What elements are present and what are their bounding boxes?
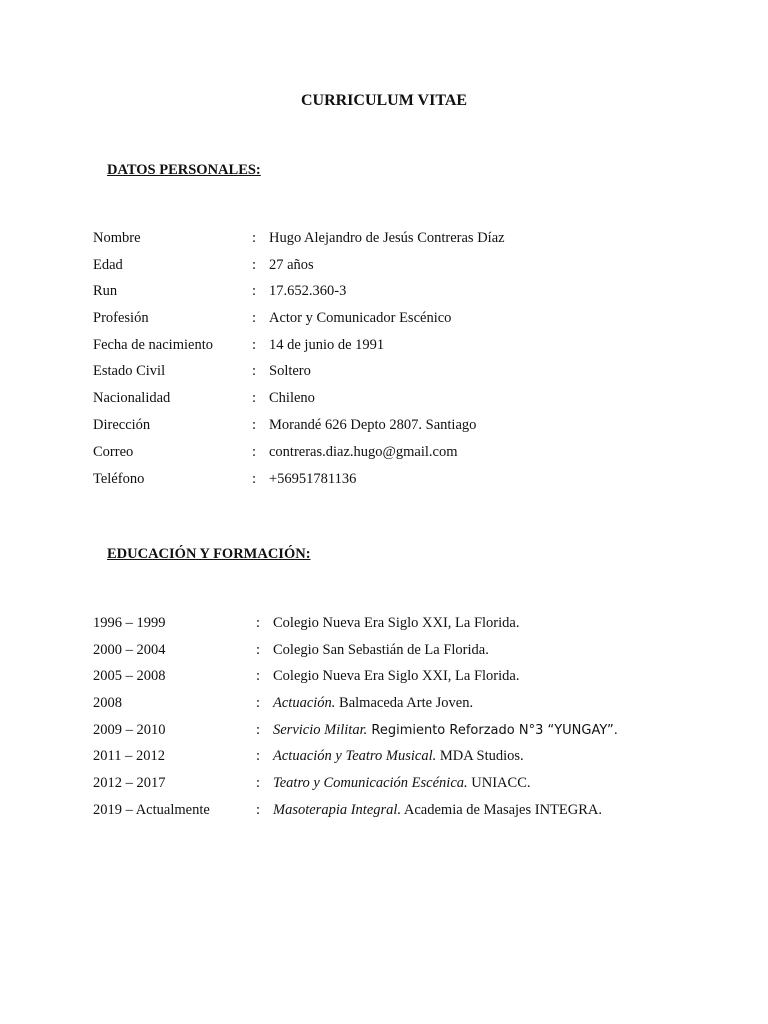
field-colon: :	[252, 471, 257, 487]
field-label: Nombre	[93, 230, 141, 246]
education-colon: :	[256, 748, 261, 764]
field-colon: :	[252, 337, 257, 353]
education-row	[0, 748, 768, 768]
education-row	[0, 695, 768, 715]
field-value: Chileno	[269, 390, 315, 406]
field-colon: :	[252, 363, 257, 379]
field-row-profesion	[0, 310, 768, 330]
field-label: Run	[93, 283, 118, 299]
field-row-run	[0, 283, 768, 303]
field-label: Profesión	[93, 310, 149, 326]
education-colon: :	[256, 668, 261, 684]
field-colon: :	[252, 310, 257, 326]
education-institution: Academia de Masajes INTEGRA.	[401, 802, 603, 818]
education-description	[273, 748, 524, 765]
personal-data-heading: DATOS PERSONALES:	[107, 162, 261, 178]
field-value: 14 de junio de 1991	[269, 337, 385, 353]
field-value: contreras.diaz.hugo@gmail.com	[269, 444, 458, 460]
field-colon: :	[252, 390, 257, 406]
education-row	[0, 668, 768, 688]
education-period: 2000 – 2004	[93, 642, 166, 658]
education-description	[273, 775, 531, 792]
education-institution: Balmaceda Arte Joven.	[335, 695, 474, 711]
field-value: Actor y Comunicador Escénico	[269, 310, 452, 326]
education-description	[273, 802, 602, 819]
field-colon: :	[252, 230, 257, 246]
education-course: Servicio Militar.	[273, 722, 368, 738]
education-colon: :	[256, 802, 261, 818]
field-value: 17.652.360-3	[269, 283, 347, 299]
field-row-fecha-nacimiento	[0, 337, 768, 357]
education-institution: MDA Studios.	[436, 748, 524, 764]
education-period: 2008	[93, 695, 122, 711]
education-period: 2005 – 2008	[93, 668, 166, 684]
field-row-telefono	[0, 471, 768, 491]
field-label: Correo	[93, 444, 134, 460]
education-course: Actuación y Teatro Musical.	[273, 748, 437, 764]
education-institution: Colegio San Sebastián de La Florida.	[273, 642, 489, 658]
education-row	[0, 775, 768, 795]
education-period: 2012 – 2017	[93, 775, 166, 791]
field-row-nacionalidad	[0, 390, 768, 410]
field-value: Morandé 626 Depto 2807. Santiago	[269, 417, 477, 433]
education-period: 2019 – Actualmente	[93, 802, 210, 818]
field-value: Soltero	[269, 363, 311, 379]
education-period: 1996 – 1999	[93, 615, 166, 631]
education-institution: Regimiento Reforzado N°3 “YUNGAY”.	[367, 723, 618, 738]
field-label: Teléfono	[93, 471, 145, 487]
field-colon: :	[252, 257, 257, 273]
field-row-nombre	[0, 230, 768, 250]
field-colon: :	[252, 444, 257, 460]
field-value: 27 años	[269, 257, 314, 273]
document-title: CURRICULUM VITAE	[300, 92, 468, 109]
education-institution: Colegio Nueva Era Siglo XXI, La Florida.	[273, 668, 520, 684]
education-description	[273, 722, 618, 739]
field-label: Fecha de nacimiento	[93, 337, 213, 353]
field-colon: :	[252, 417, 257, 433]
education-course: Teatro y Comunicación Escénica.	[273, 775, 468, 791]
education-period: 2011 – 2012	[93, 748, 165, 764]
education-description	[273, 615, 519, 632]
field-label: Edad	[93, 257, 123, 273]
field-row-estado-civil	[0, 363, 768, 383]
field-row-direccion	[0, 417, 768, 437]
education-course: Masoterapia Integral.	[273, 802, 402, 818]
education-colon: :	[256, 722, 261, 738]
education-colon: :	[256, 695, 261, 711]
field-value: +56951781136	[269, 471, 357, 487]
education-colon: :	[256, 642, 261, 658]
education-period: 2009 – 2010	[93, 722, 166, 738]
field-label: Dirección	[93, 417, 151, 433]
education-description	[273, 695, 473, 712]
field-label: Estado Civil	[93, 363, 166, 379]
field-row-edad	[0, 257, 768, 277]
field-value: Hugo Alejandro de Jesús Contreras Díaz	[269, 230, 505, 246]
education-row	[0, 802, 768, 822]
field-row-correo	[0, 444, 768, 464]
education-row	[0, 615, 768, 635]
education-colon: :	[256, 615, 261, 631]
education-description	[273, 668, 519, 685]
education-colon: :	[256, 775, 261, 791]
education-row	[0, 722, 768, 742]
field-colon: :	[252, 283, 257, 299]
education-course: Actuación.	[273, 695, 336, 711]
education-row	[0, 642, 768, 662]
education-heading: EDUCACIÓN Y FORMACIÓN:	[107, 546, 311, 562]
education-description	[273, 642, 489, 659]
education-institution: Colegio Nueva Era Siglo XXI, La Florida.	[273, 615, 520, 631]
education-institution: UNIACC.	[467, 775, 531, 791]
field-label: Nacionalidad	[93, 390, 171, 406]
